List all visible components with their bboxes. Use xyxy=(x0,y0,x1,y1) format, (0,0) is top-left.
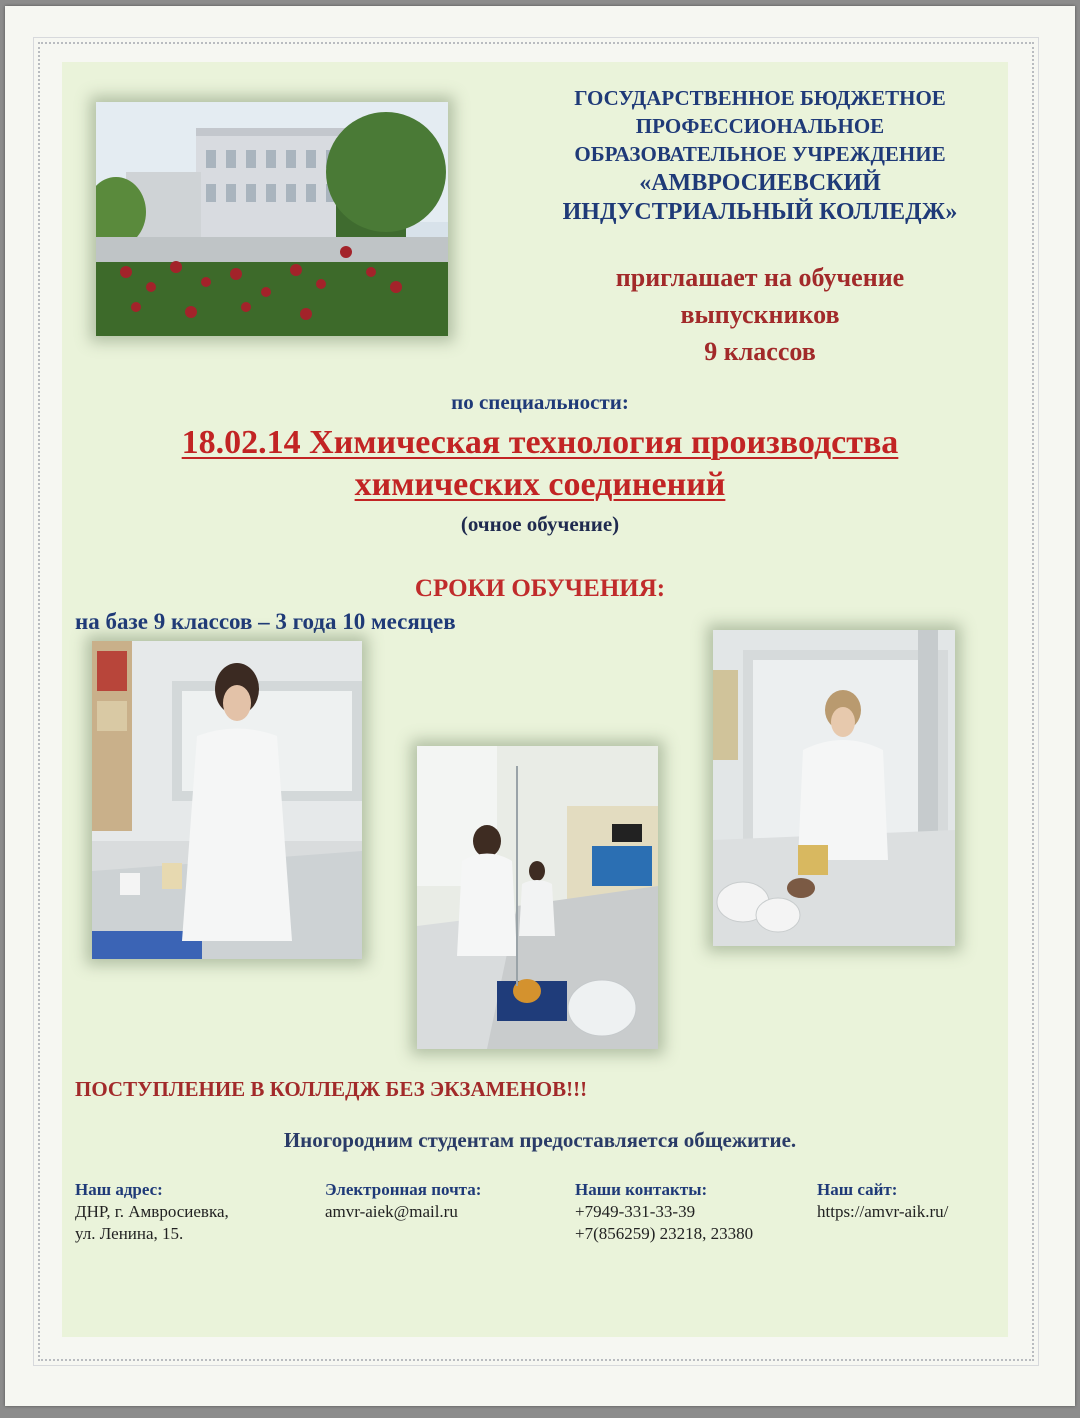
college-name: «АМВРОСИЕВСКИЙ ИНДУСТРИАЛЬНЫЙ КОЛЛЕДЖ» xyxy=(562,170,958,225)
address-heading: Наш адрес: xyxy=(75,1180,163,1199)
site-heading: Наш сайт: xyxy=(817,1180,898,1199)
dormitory-notice: Иногородним студентам предоставляется общежитие. xyxy=(283,1128,797,1152)
email-heading: Электронная почта: xyxy=(325,1180,482,1199)
lab-photo-left xyxy=(92,641,362,959)
invitation-text: приглашает на обучение выпускников 9 классов xyxy=(615,263,905,366)
email-block xyxy=(325,1179,565,1223)
lab-photo-right xyxy=(713,630,955,946)
college-building-photo xyxy=(96,102,448,336)
terms-label: СРОКИ ОБУЧЕНИЯ: xyxy=(414,575,666,602)
phone-number[interactable]: +7(856259) 23218, 23380 xyxy=(575,1224,754,1243)
phone-number[interactable]: +7949-331-33-39 xyxy=(575,1202,696,1221)
site-block xyxy=(817,1179,1017,1223)
specialty-title: 18.02.14 Химическая технология производства химических соединений xyxy=(181,424,899,503)
address-line: ДНР, г. Амвросиевка, xyxy=(75,1202,229,1221)
phones-heading: Наши контакты: xyxy=(575,1180,708,1199)
terms-value: на базе 9 классов – 3 года 10 месяцев xyxy=(75,609,456,634)
address-block xyxy=(75,1179,315,1245)
study-form: (очное обучение) xyxy=(460,512,620,536)
site-link[interactable]: https://amvr-aik.ru/ xyxy=(817,1202,949,1221)
phones-block xyxy=(575,1179,815,1245)
no-exams-notice: ПОСТУПЛЕНИЕ В КОЛЛЕДЖ БЕЗ ЭКЗАМЕНОВ!!! xyxy=(75,1077,588,1101)
lab-photo-center xyxy=(417,746,658,1049)
address-line: ул. Ленина, 15. xyxy=(75,1224,184,1243)
specialty-label: по специальности: xyxy=(451,390,629,414)
institution-type: ГОСУДАРСТВЕННОЕ БЮДЖЕТНОЕ ПРОФЕССИОНАЛЬНОЕ ОБРАЗОВАТЕЛЬНОЕ УЧРЕЖДЕНИЕ xyxy=(574,86,946,166)
email-address[interactable]: amvr-aiek@mail.ru xyxy=(325,1202,458,1221)
